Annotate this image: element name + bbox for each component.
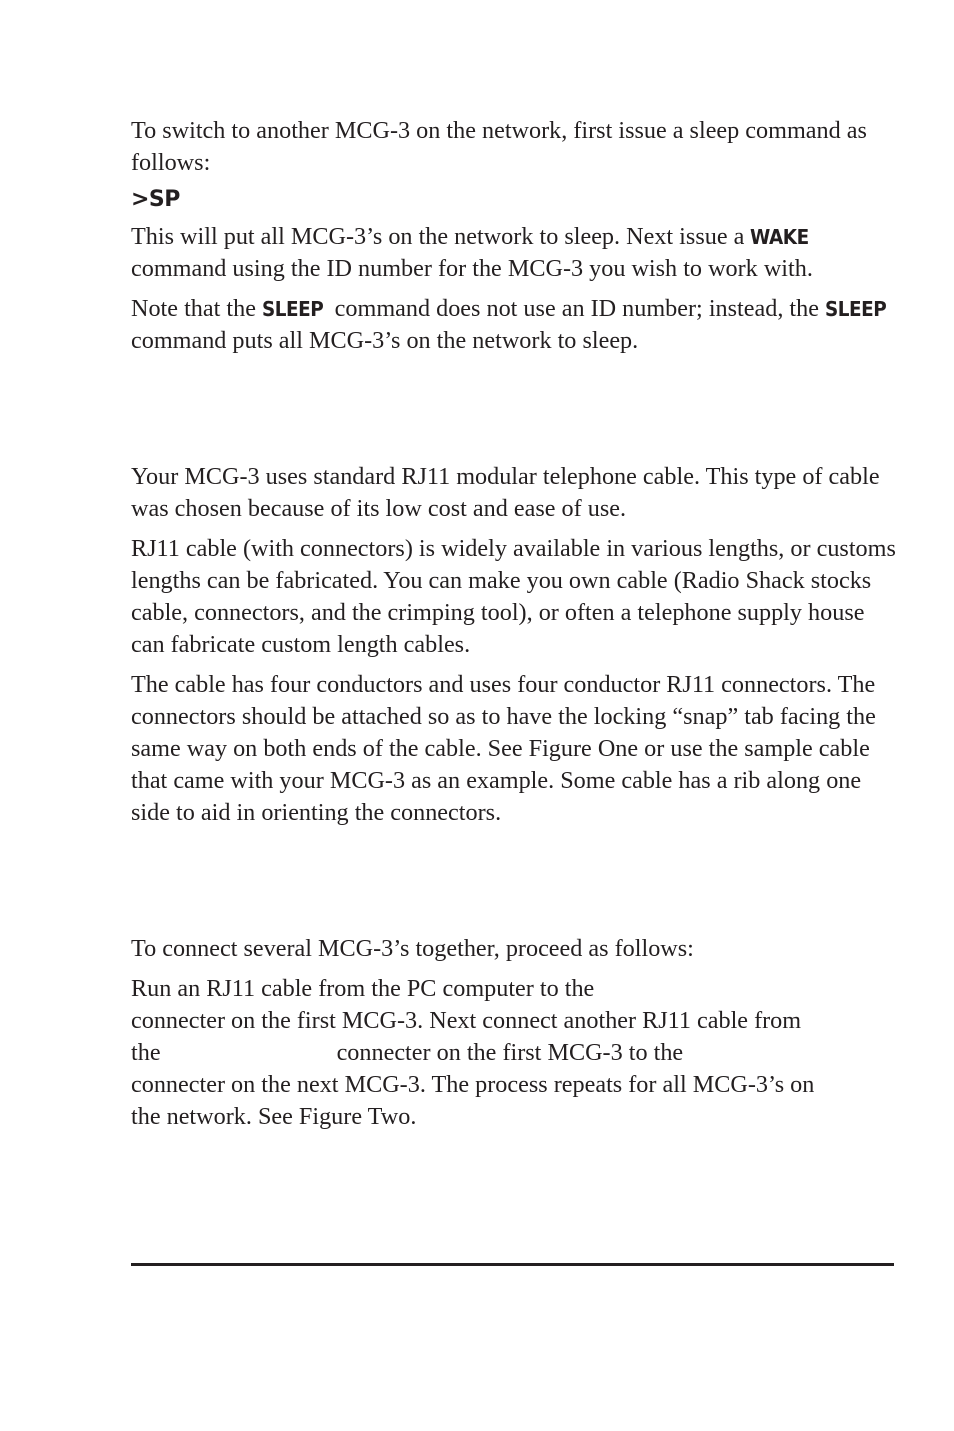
sleep-intro-paragraph: To switch to another MCG-3 on the network, first issue a sleep command as follows: xyxy=(131,117,867,176)
sleep-effect-text-end: command using the ID number for the MCG-3 you wish to work with. xyxy=(131,255,813,282)
sleep-effect-paragraph xyxy=(131,221,896,285)
cable-type-paragraph: Your MCG-3 uses standard RJ11 modular telephone cable. This type of cable was chosen because of its low cost and ease of use. xyxy=(131,463,880,522)
footer-divider-rule xyxy=(131,1263,894,1266)
connect-steps-line-3-end: connecter on the first MCG-3 to the xyxy=(336,1039,684,1066)
manual-page-content xyxy=(131,115,896,1133)
sleep-command-keyword-second: SLEEP xyxy=(825,297,887,321)
sleep-note-text-end: command puts all MCG-3’s on the network to sleep. xyxy=(131,327,639,354)
sleep-note-paragraph xyxy=(131,293,896,357)
connect-intro-paragraph: To connect several MCG-3’s together, proceed as follows: xyxy=(131,935,694,962)
sleep-command-keyword: SLEEP xyxy=(261,297,324,321)
sleep-note-text-start: Note that the xyxy=(131,295,262,322)
connect-steps-line-3 xyxy=(131,1037,896,1069)
wake-command-keyword: WAKE xyxy=(750,225,810,249)
cable-connectors-paragraph: The cable has four conductors and uses four conductor RJ11 connectors. The connectors should be attached so as to have the locking “snap” tab facing the same way on both ends of the cable. See Figure One or use the sample cable that came with your MCG-3 as an example. Some cable has a rib along one side to aid in orienting the connectors. xyxy=(131,671,876,826)
connect-steps-line-5: the network. See Figure Two. xyxy=(131,1103,417,1130)
connect-steps-line-1: Run an RJ11 cable from the PC computer to the xyxy=(131,975,595,1002)
sleep-note-text-mid: command does not use an ID number; instead, the xyxy=(328,295,826,322)
sleep-command-example: >SP xyxy=(131,187,180,212)
cable-availability-paragraph: RJ11 cable (with connectors) is widely available in various lengths, or customs lengths can be fabricated. You can make you own cable (Radio Shack stocks cable, connectors, and the crimping tool), or often a telephone supply house can fabricate custom length cables. xyxy=(131,535,896,658)
connect-steps-line-3-start: the xyxy=(131,1039,161,1066)
connect-steps-line-4: connecter on the next MCG-3. The process repeats for all MCG-3’s on xyxy=(131,1071,815,1098)
connect-steps-line-2: connecter on the first MCG-3. Next connect another RJ11 cable from xyxy=(131,1007,802,1034)
connect-steps-paragraph xyxy=(131,973,896,1133)
sleep-effect-text-start: This will put all MCG-3’s on the network to sleep. Next issue a xyxy=(131,223,751,250)
